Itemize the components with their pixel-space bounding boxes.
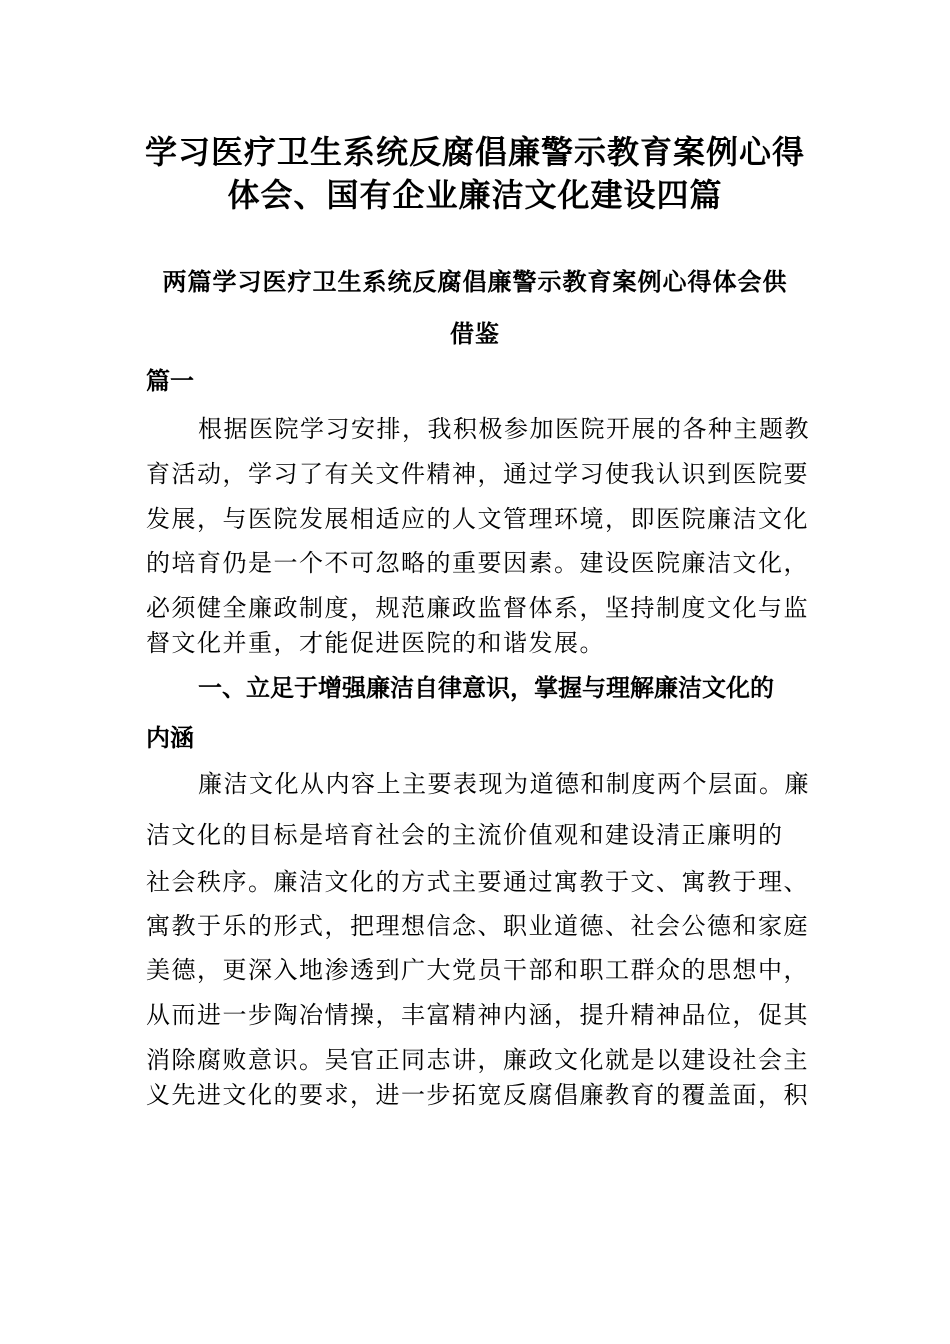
paragraph1-line-5: 必须健全廉政制度，规范廉政监督体系，坚持制度文化与监 (146, 594, 809, 622)
document-subtitle-line-1: 两篇学习医疗卫生系统反腐倡廉警示教育案例心得体会供 (162, 267, 788, 296)
paragraph1-line-4: 的培育仍是一个不可忽略的重要因素。建设医院廉洁文化， (146, 549, 809, 577)
paragraph1-line-6: 督文化并重，才能促进医院的和谐发展。 (146, 629, 605, 657)
document-title-line-1: 学习医疗卫生系统反腐倡廉警示教育案例心得 (144, 133, 805, 171)
part-label: 篇一 (146, 366, 194, 395)
paragraph1-line-1: 根据医院学习安排，我积极参加医院开展的各种主题教 (198, 415, 810, 443)
section1-heading-line-1: 一、立足于增强廉洁自律意识，掌握与理解廉洁文化的 (198, 673, 774, 702)
paragraph2-line-5: 美德，更深入地渗透到广大党员干部和职工群众的思想中， (146, 956, 809, 984)
paragraph2-line-3: 社会秩序。廉洁文化的方式主要通过寓教于文、寓教于理、 (146, 868, 809, 896)
paragraph2-line-1: 廉洁文化从内容上主要表现为道德和制度两个层面。廉 (198, 770, 810, 798)
paragraph2-line-8: 义先进文化的要求，进一步拓宽反腐倡廉教育的覆盖面，积 (146, 1081, 809, 1109)
section1-heading-line-2: 内涵 (146, 723, 194, 752)
paragraph1-line-3: 发展，与医院发展相适应的人文管理环境，即医院廉洁文化 (146, 505, 809, 533)
paragraph1-line-2: 育活动，学习了有关文件精神，通过学习使我认识到医院要 (146, 460, 809, 488)
document-subtitle-line-2: 借鉴 (450, 319, 500, 348)
paragraph2-line-6: 从而进一步陶冶情操，丰富精神内涵，提升精神品位，促其 (146, 1001, 809, 1029)
document-title-line-2: 体会、国有企业廉洁文化建设四篇 (227, 176, 723, 214)
paragraph2-line-7: 消除腐败意识。吴官正同志讲，廉政文化就是以建设社会主 (146, 1046, 809, 1074)
paragraph2-line-4: 寓教于乐的形式，把理想信念、职业道德、社会公德和家庭 (146, 912, 809, 940)
paragraph2-line-2: 洁文化的目标是培育社会的主流价值观和建设清正廉明的 (146, 821, 784, 849)
